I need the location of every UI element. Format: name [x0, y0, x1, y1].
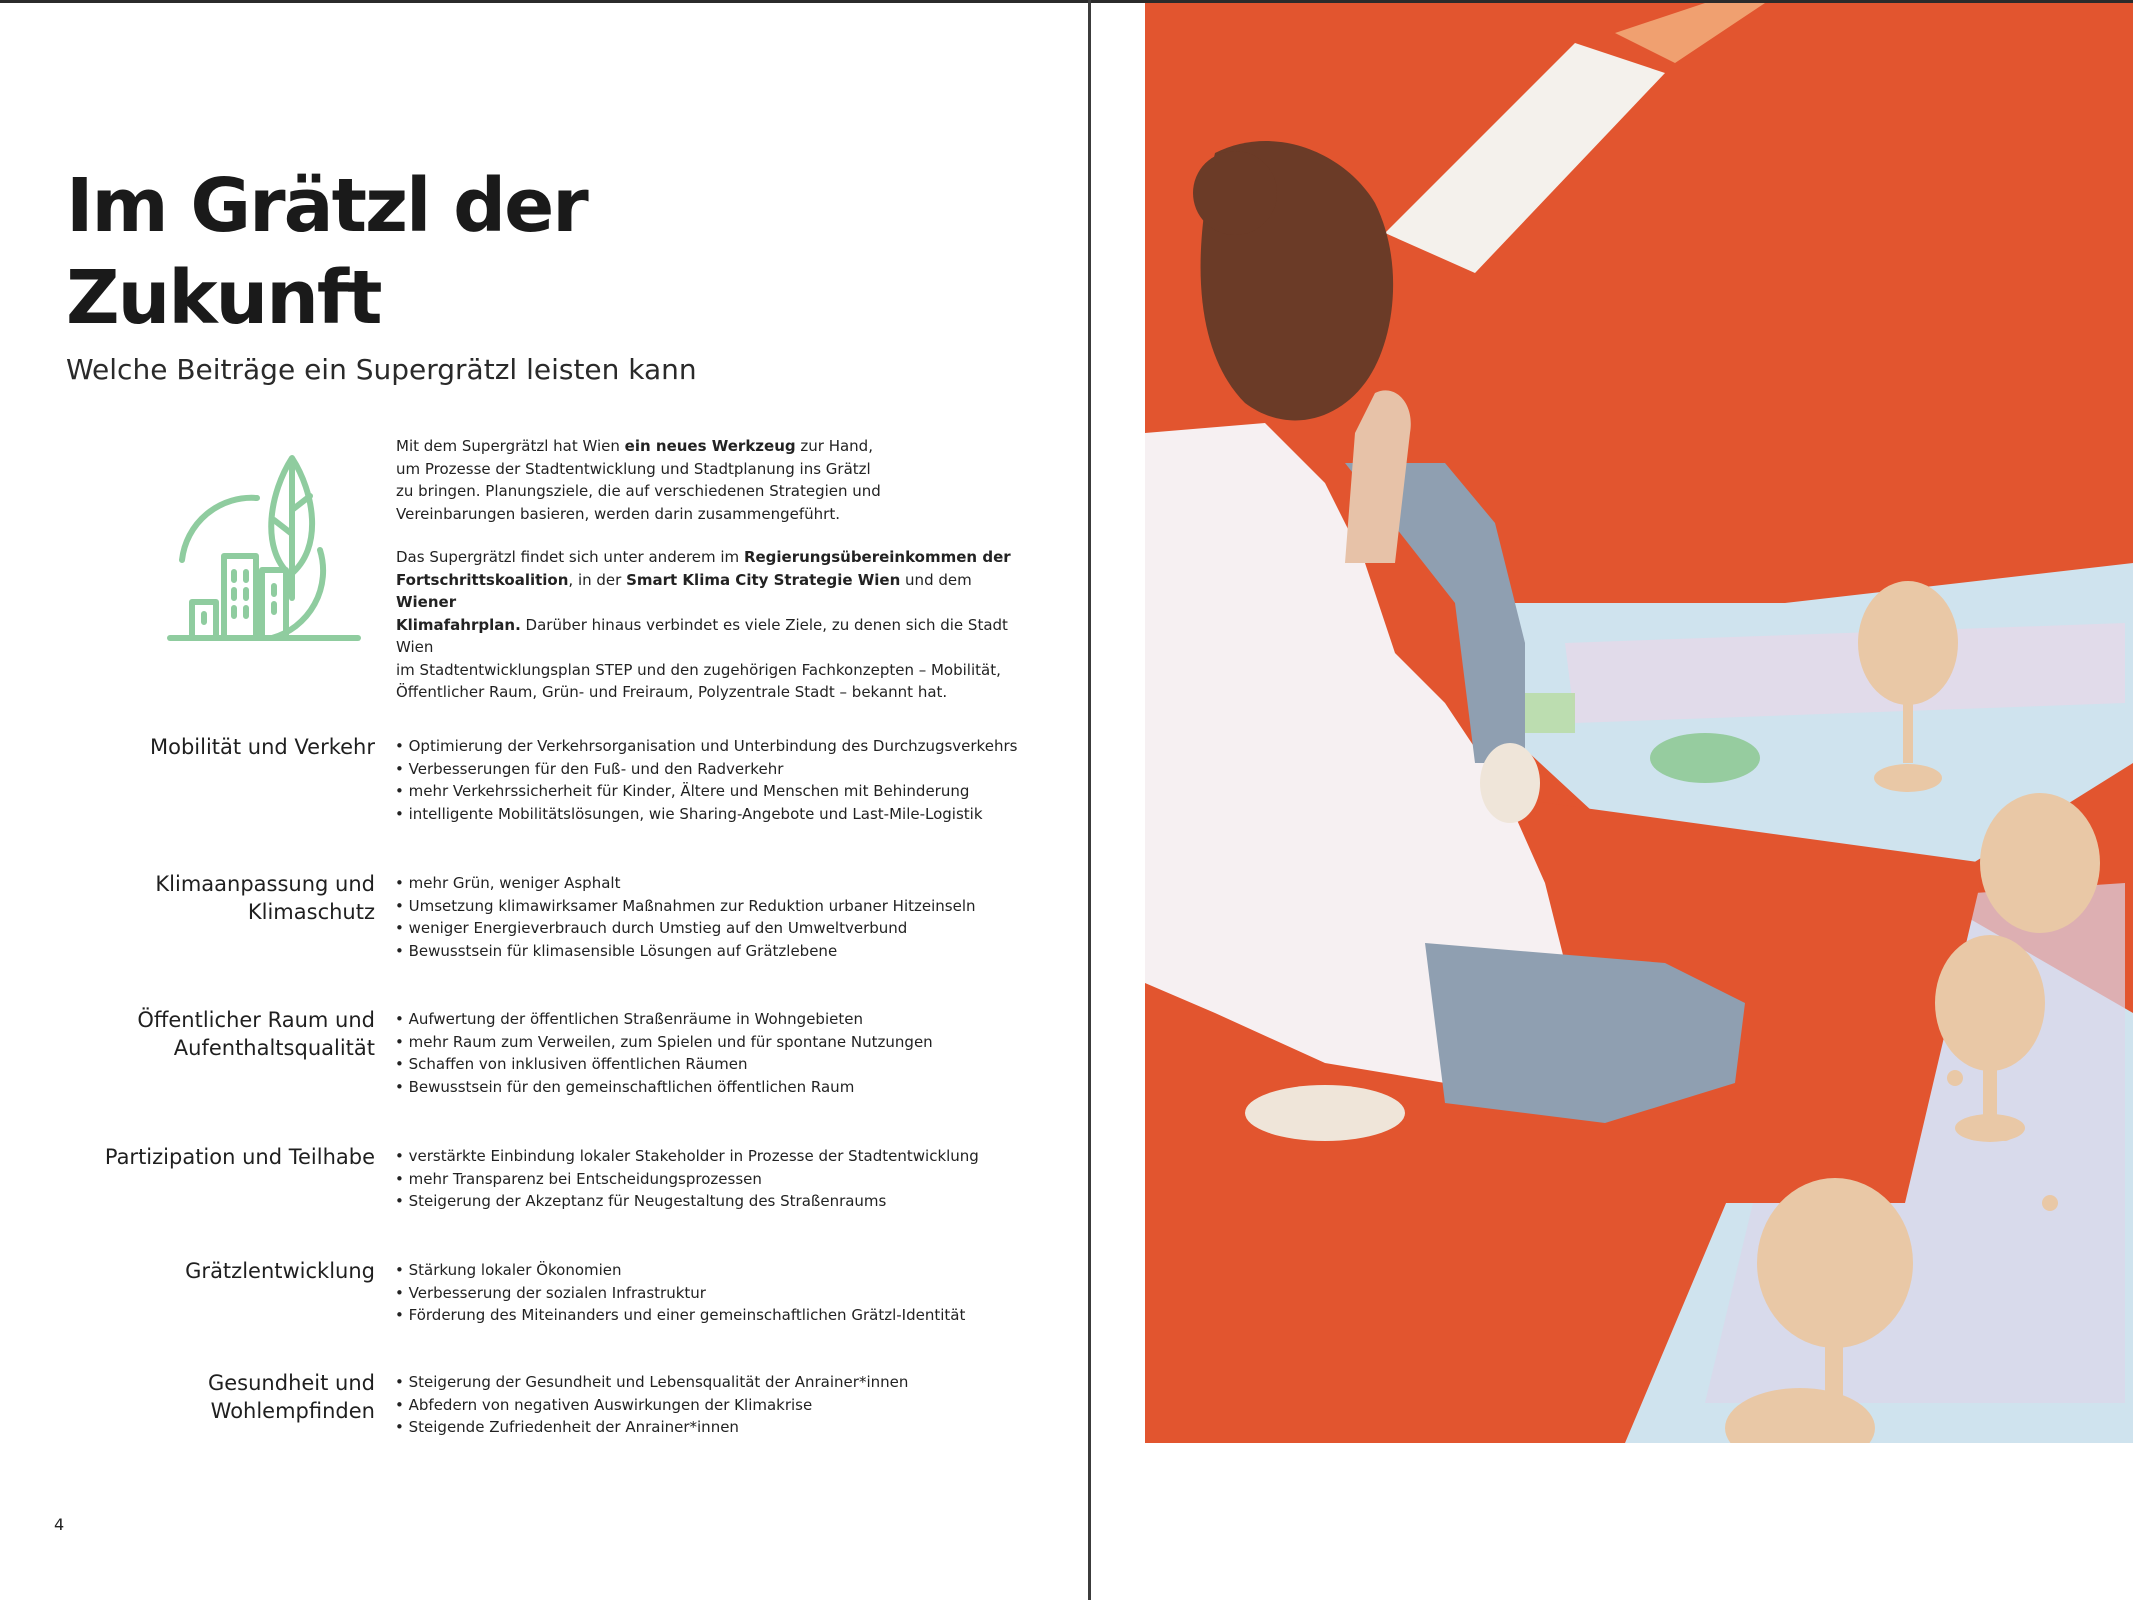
bullet-list	[395, 1259, 1075, 1327]
bullet-list	[395, 1145, 1075, 1213]
list-item: • Stärkung lokaler Ökonomien	[395, 1259, 1075, 1282]
list-item: • Schaffen von inklusiven öffentlichen Räumen	[395, 1053, 1075, 1076]
list-item: • mehr Raum zum Verweilen, zum Spielen und für spontane Nutzungen	[395, 1031, 1075, 1054]
intro-paragraph-2: Das Supergrätzl findet sich unter anderem im Regierungsübereinkommen der Fortschrittskoalition, in der Smart Klima City Strategie Wien und dem Wiener Klimafahrplan. Darüber hinaus verbindet es viele Ziele, zu denen sich die Stadt Wien im Stadtentwicklungsplan STEP und den zugehörigen Fachkonzepten – Mobilität, Öffentlicher Raum, Grün- und Freiraum, Polyzentrale Stadt – bekannt hat.	[396, 548, 1011, 701]
section-title: Partizipation und Teilhabe	[104, 1145, 375, 1169]
page-subtitle: Welche Beiträge ein Supergrätzl leisten kann	[66, 353, 697, 386]
photo-girl-on-play-court	[1145, 3, 2133, 1443]
list-item: • mehr Grün, weniger Asphalt	[395, 872, 1075, 895]
intro-paragraph-1: Mit dem Supergrätzl hat Wien ein neues Werkzeug zur Hand, um Prozesse der Stadtentwicklung und Stadtplanung ins Grätzl zu bringen. Planungsziele, die auf verschiedenen Strategien und Vereinbarungen basieren, werden darin zusammengeführt.	[396, 437, 881, 523]
bullet-list	[395, 1008, 1075, 1098]
section-title: Grätzlentwicklung	[185, 1259, 375, 1283]
title-line-2: Zukunft	[66, 255, 381, 341]
list-item: • weniger Energieverbrauch durch Umstieg auf den Umweltverbund	[395, 917, 1075, 940]
list-item: • Umsetzung klimawirksamer Maßnahmen zur Reduktion urbaner Hitzeinseln	[395, 895, 1075, 918]
list-item: • intelligente Mobilitätslösungen, wie Sharing-Angebote und Last-Mile-Logistik	[395, 803, 1075, 826]
list-item: • Förderung des Miteinanders und einer gemeinschaftlichen Grätzl-Identität	[395, 1304, 1075, 1327]
intro-text	[396, 435, 1036, 725]
page-number: 4	[54, 1515, 65, 1534]
list-item: • Optimierung der Verkehrsorganisation und Unterbindung des Durchzugsverkehrs	[395, 735, 1075, 758]
bullet-list	[395, 1371, 1075, 1439]
list-item: • mehr Transparenz bei Entscheidungsprozessen	[395, 1168, 1075, 1191]
section-title: Gesundheit und Wohlempfinden	[207, 1371, 375, 1423]
list-item: • Aufwertung der öffentlichen Straßenräume in Wohngebieten	[395, 1008, 1075, 1031]
list-item: • verstärkte Einbindung lokaler Stakeholder in Prozesse der Stadtentwicklung	[395, 1145, 1075, 1168]
list-item: • Steigende Zufriedenheit der Anrainer*innen	[395, 1416, 1075, 1439]
list-item: • Abfedern von negativen Auswirkungen der Klimakrise	[395, 1394, 1075, 1417]
city-leaf-icon	[162, 450, 362, 650]
list-item: • mehr Verkehrssicherheit für Kinder, Ältere und Menschen mit Behinderung	[395, 780, 1075, 803]
title-line-1: Im Grätzl der	[66, 163, 587, 249]
bullet-list	[395, 735, 1075, 825]
page-title	[66, 160, 766, 344]
list-item: • Steigerung der Akzeptanz für Neugestaltung des Straßenraums	[395, 1190, 1075, 1213]
bullet-list	[395, 872, 1075, 962]
list-item: • Bewusstsein für den gemeinschaftlichen öffentlichen Raum	[395, 1076, 1075, 1099]
section-title: Mobilität und Verkehr	[149, 735, 375, 759]
list-item: • Steigerung der Gesundheit und Lebensqualität der Anrainer*innen	[395, 1371, 1075, 1394]
section-title: Öffentlicher Raum und Aufenthaltsqualität	[137, 1008, 375, 1060]
list-item: • Bewusstsein für klimasensible Lösungen auf Grätzlebene	[395, 940, 1075, 963]
list-item: • Verbesserung der sozialen Infrastruktur	[395, 1282, 1075, 1305]
section-title: Klimaanpassung und Klimaschutz	[155, 872, 375, 924]
list-item: • Verbesserungen für den Fuß- und den Radverkehr	[395, 758, 1075, 781]
